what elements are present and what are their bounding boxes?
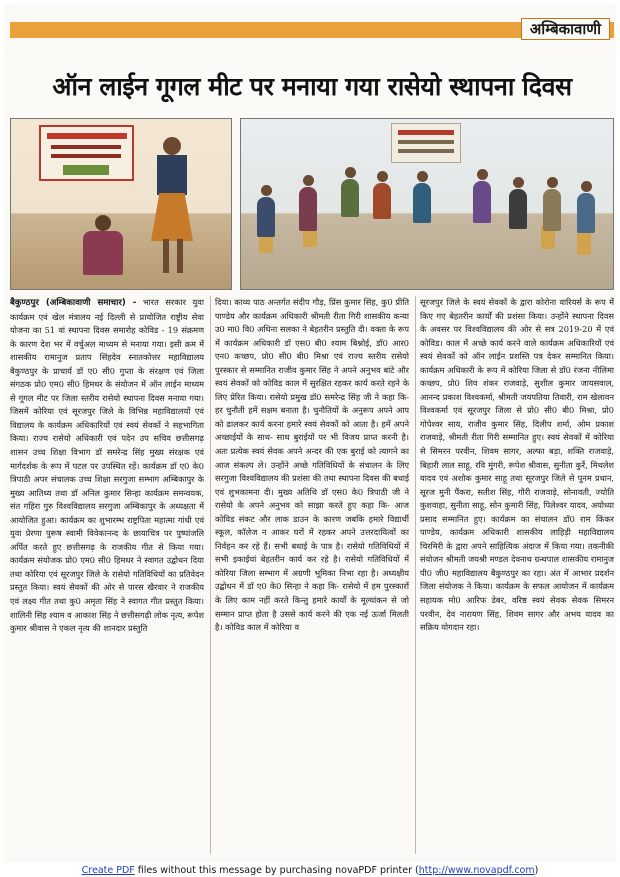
column-text: सूरजपुर जिले के स्वयं सेवकों के द्वारा कोरोना वारियर्स के रूप में किए गए बेहतरीन कार्यों की प्रशंसा किया। उन्होंने स्थापना दिवस के अवसर पर विश्वविद्यालय की ओर से सत्र 2019-20 में एवं कोविड। काल में अच्छे कार्य करने वाले कार्यक्रम अधिकारियों एवं स्वयं सेवकों को ऑन लाईन प्रशस्ति पत्र देकर सम्मानित किया। कार्यक्रम अधिकारी के रूप में कोरिया जिला से डॉ0 रंजना नीलिमा कच्छप, प्रो0 शिव शंकर राजवाड़े, सुशील कुमार जायसवाल, आनन्द प्रकाश विश्वकर्मा, श्रीमती जयपतिया तिवारी, राम खेलावन विश्वकर्मा एवं सूरजपुर जिला से प्रो0 सी0 बी0 मिश्रा, प्रो0 गोपेश्वर साय, राजीव कुमार सिंह, दिलीप शर्मा, ओम प्रकाश राजवाड़े, श्रीमती रीता गिरी सम्मानित हुए। स्वयं सेवकों में कोरिया से सिमरन परवीन, शिवम सागर, अल्फा बड़ा, शक्ति राजवाड़े, बिहारी लाल साहू, रवि मुंगरी, रूपेश श्रीवास, सुनीता कुर्रे, मिथलेश यादव एवं अशोक कुमार साहू तथा सूरजपुर जिले से पूनम प्रधान, सूरज मुनी पैंकरा, सतीश सिंह, गौरी राजवाड़े, सोनावती, ज्योति कुशवाहा, सुनीता साहू, सोन कुमारी सिंह, पिलेश्वर यादव, अयोध्या प्रसाद सम्मानित हुए। कार्यक्रम का संचालन डॉ0 राम किंकर पाण्डेय, कार्यक्रम अधिकारी शासकीय लाहिड़ी महाविद्यालय चिरमिरी के द्वारा अपने साहित्यिक अंदाज में किया गया। तकनीकी संयोजन श्रीमती जयश्री मण्डल देवनाथ ग्रन्थपाल शासकीय रामानुज पी0 जी0 महाविद्यालय बैकुण्ठपुर का रहा। अंत में आभार प्रदर्शन जिला संयोजक ने किया। कार्यक्रम के सफल आयोजन में कार्यक्रम सहायक मो0 आरिफ डेबर, वरिष्ठ स्वयं सेवक सेवक सिमरन परवीन, देव नारायण सिंह, शिवम सागर और अभय यादव का सक्रिय योगदान रहा। — [420, 297, 614, 633]
article-column-2 — [215, 296, 409, 854]
footer-suffix: ) — [534, 865, 539, 876]
attendee-figure — [509, 189, 527, 229]
seated-performer-figure — [95, 215, 111, 231]
column-text: दिया। काव्य पाठ अन्तर्गत संदीप गौड़, प्रिंस कुमार सिंह, कु0 प्रीति पाण्डेय और कार्यक्रम अधिकारी श्रीमती रीता गिरी शासकीय कन्या उ0 मा0 वि0 अधिना सलका ने बेहतरीन प्रस्तुति दी। वक्ता के रूप में कार्यक्रम अधिकारी डॉ एस0 बी0 श्याम बिश्नोई, डॉ0 आर0 एन0 कच्छप, प्रो0 सी0 बी0 मिश्रा एवं राज्य स्तरीय रासेयो पुरस्कार से सम्मानित राजीव कुमार सिंह ने अपने अनुभव बांटे और स्वयं सेवकों को कोविड काल में सुरक्षित रहकर कार्य करते रहने के लिए प्रेरित किया। रासेयो प्रमुख डॉ0 समरेन्द्र सिंह जी ने कहा कि- हर चुनौती हमें सक्षम बनाता है। चुनौतियों के अनुरूप अपने आप को ढालकर कार्य करना हमारे स्वयं सेवकों को आता है। हमें अपने अच्छाईयों के साथ- साथ बुराईयों पर भी विजय प्राप्त करनी है। अतः प्रत्येक स्वयं सेवक अपने अन्दर की एक बुराई को त्यागने का आज संकल्प ले। उन्होंने अच्छे गतिविधियों के संचालन के लिए सरगुजा विश्वविद्यालय की प्रशंसा की तथा स्थापना दिवस की बधाई एवं शुभकामना दी। मुख्य अतिथि डॉ एस0 के0 त्रिपाठी जी ने रासेयो के अपने अनुभव को साझा करते हुए कहा कि- आज कोविड संकट और लाक डाउन के कारण जबकि हमारे विद्यार्थी स्कूल, कॉलेज न आकर घरों में रहकर अपने उत्तरदायित्वों का निर्वहन कर रहे हैं। सभी बधाई के पात्र है। रासेयो गतिविधियों में सभी इकाईयां बेहतरीन कार्य कर रहे है। रासेयो गतिविधियों में कोरिया जिला सम्भाग में अग्रणी भूमिका निभा रहा है। अध्यक्षीय उद्बोधन में डॉ ए0 के0 सिन्हा ने कहा कि- रासेयो में हम पुरस्कारों के लिए काम नहीं करते किन्तु हमारे कार्यों के मूल्यांकन से जो सम्मान प्राप्त होता है उससे कार्य करने की एक नई ऊर्जा मिलती है। कोविड काल में कोरिया व — [215, 297, 409, 633]
stage-banner — [39, 125, 134, 181]
attendee-figure — [373, 183, 391, 219]
attendee-figure — [543, 189, 561, 231]
article-headline: ऑन लाईन गूगल मीट पर मनाया गया रासेयो स्थापना दिवस — [52, 72, 572, 101]
wall-banner — [391, 123, 461, 163]
attendee-figure — [473, 181, 491, 223]
create-pdf-link[interactable]: Create PDF — [81, 865, 135, 876]
novapdf-link[interactable]: http://www.novapdf.com — [418, 865, 535, 876]
pdf-footer-notice — [0, 864, 620, 877]
article-column-1 — [10, 296, 204, 854]
column-divider — [415, 296, 416, 854]
attendee-figure — [257, 197, 275, 237]
photo-cultural-dance — [10, 118, 232, 290]
attendee-figure — [341, 179, 359, 217]
dancer-figure — [163, 137, 181, 155]
attendee-figure — [413, 183, 431, 223]
footer-text: files without this message by purchasing novaPDF printer ( — [134, 865, 419, 876]
attendee-figure — [577, 193, 595, 233]
column-divider — [210, 296, 211, 854]
publication-name: अम्बिकावाणी — [521, 18, 610, 40]
article-dateline: बैकुण्ठपुर (अम्बिकावाणी समाचार) - — [10, 298, 137, 308]
column-text: भारत सरकार युवा कार्यक्रम एवं खेल मंत्रालय नई दिल्ली से प्रायोजित राष्ट्रीय सेवा योजना का 51 वां स्थापना दिवस समारोह कोविड - 19 संक्रमण के कारण देश भर में वर्चुअल माध्यम से मनाया गया। इसी क्रम में शासकीय रामानुज प्रताप सिंहदेव स्नातकोत्तर महाविद्यालय बैकुण्ठपुर के प्राचार्य डॉ ए0 सी0 गुप्ता के संरक्षण एवं जिला संगठक प्रो0 एम0 सी0 हिमधर के संयोजन में ऑन लाईन माध्यम से गूगल मीट पर जिला स्तरीय रासेयो स्थापना दिवस मनाया गया। जिसमें कोरिया एवं सूरजपुर जिले के विभिन्न महाविद्यालयों एवं विद्यालय के कार्यक्रम अधिकारियों एवं स्वयं सेवकों ने सहभागिता किया। राज्य रासेयो अधिकारी एवं पदेन उप सचिव छत्तीसगढ़ शासन उच्च शिक्षा विभाग डॉ समरेन्द्र सिंह मुख्य संरक्षक एवं मार्गदर्शक के रूप में पटल पर उपस्थित रहें। कार्यक्रम डॉ ए0 के0 त्रिपाठी अपर संचालक उच्च शिक्षा सरगुजा सम्भाग अम्बिकापुर के मुख्य आतिथ्य तथा डॉ अनिल कुमार सिन्हा कार्यक्रम समन्वयक, संत गहिरा गुरु विश्वविद्यालय सरगुजा अम्बिकापुर के अध्यक्षता में आयोजित हुआ। कार्यक्रम का शुभारम्भ राष्ट्रपिता महात्मा गांधी एवं युवा प्रेरणा पुरूष स्वामी विवेकानन्द के छायाचित्र पर पुष्पांजलि अर्पित करते हुए छत्तीसगढ़ के राजकीय गीत से किया गया। कार्यक्रम संयोजक प्रो0 एम0 सी0 हिमधर ने स्वागत उद्बोधन दिया तथा कोरिया एवं सूरजपुर जिले के रासेयो गतिविधियों का प्रतिवेदन प्रस्तुत किया। स्वयं सेवकों की ओर से पारस खैरवार ने राजकीय एवं लक्ष्य गीत तथा कु0 अमृता सिंह ने स्वागत गीत प्रस्तुत किया। शालिनी सिंह श्याम व आकाश सिंह ने छत्तीसगढ़ी लोक नृत्य, रूपेश कुमार श्रीवास ने एकल नृत्य की शानदार प्रस्तुति — [10, 297, 204, 634]
photo-meeting-hall — [240, 118, 614, 290]
article-column-3 — [420, 296, 614, 854]
attendee-figure — [299, 187, 317, 231]
article-body — [10, 296, 614, 854]
